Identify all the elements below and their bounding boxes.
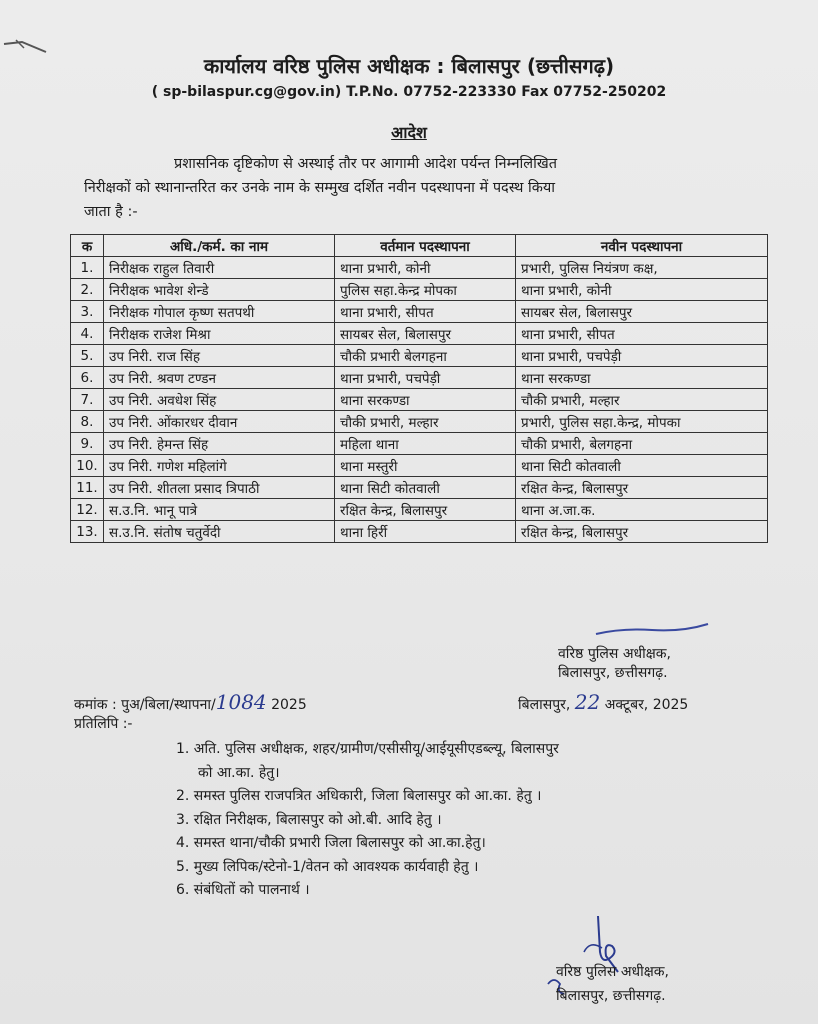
table-row <box>71 499 768 521</box>
order-intro <box>84 152 760 224</box>
cell-serial: 7. <box>71 389 104 411</box>
table-row <box>71 323 768 345</box>
cell-current-posting: सायबर सेल, बिलासपुर <box>335 323 516 345</box>
cell-current-posting: थाना प्रभारी, कोनी <box>335 257 516 279</box>
list-item-continuation: को आ.का. हेतु। <box>198 764 280 781</box>
signatory-place: बिलासपुर, छत्तीसगढ़. <box>556 988 666 1004</box>
transfer-table <box>70 234 768 543</box>
cell-name: निरीक्षक गोपाल कृष्ण सतपथी <box>104 301 335 323</box>
list-item: 2. समस्त पुलिस राजपत्रित अधिकारी, जिला बिलासपुर को आ.का. हेतु । <box>176 788 542 804</box>
cell-serial: 12. <box>71 499 104 521</box>
intro-line: प्रशासनिक दृष्टिकोण से अस्थाई तौर पर आगामी आदेश पर्यन्त निम्नलिखित <box>174 156 557 172</box>
cell-name: उप निरी. अवधेश सिंह <box>104 389 335 411</box>
col-header-current: वर्तमान पदस्थापना <box>335 235 516 257</box>
cell-current-posting: थाना सिटी कोतवाली <box>335 477 516 499</box>
table-row <box>71 521 768 543</box>
table-row <box>71 411 768 433</box>
cell-serial: 3. <box>71 301 104 323</box>
cell-new-posting: चौकी प्रभारी, बेलगहना <box>516 433 768 455</box>
date-month-year: अक्टूबर, 2025 <box>604 697 689 713</box>
cell-current-posting: चौकी प्रभारी, मल्हार <box>335 411 516 433</box>
cell-new-posting: थाना प्रभारी, पचपेड़ी <box>516 345 768 367</box>
cell-new-posting: रक्षित केन्द्र, बिलासपुर <box>516 477 768 499</box>
signatory-designation: वरिष्ठ पुलिस अधीक्षक, <box>556 964 669 980</box>
copies-list <box>176 738 559 903</box>
cell-new-posting: थाना अ.जा.क. <box>516 499 768 521</box>
cell-name: उप निरी. श्रवण टण्डन <box>104 367 335 389</box>
cell-new-posting: थाना सरकण्डा <box>516 367 768 389</box>
cell-current-posting: थाना मस्तुरी <box>335 455 516 477</box>
cell-new-posting: सायबर सेल, बिलासपुर <box>516 301 768 323</box>
cell-current-posting: महिला थाना <box>335 433 516 455</box>
table-row <box>71 279 768 301</box>
cell-serial: 8. <box>71 411 104 433</box>
table-body <box>71 257 768 543</box>
cell-serial: 1. <box>71 257 104 279</box>
cell-new-posting: प्रभारी, पुलिस सहा.केन्द्र, मोपका <box>516 411 768 433</box>
cell-serial: 6. <box>71 367 104 389</box>
cell-new-posting: थाना सिटी कोतवाली <box>516 455 768 477</box>
cell-current-posting: चौकी प्रभारी बेलगहना <box>335 345 516 367</box>
intro-line: जाता है :- <box>84 204 138 220</box>
order-number-prefix: कमांक : पुअ/बिला/स्थापना/ <box>74 697 216 713</box>
table-row <box>71 477 768 499</box>
cell-current-posting: थाना प्रभारी, सीपत <box>335 301 516 323</box>
date-place: बिलासपुर, <box>518 697 571 713</box>
order-number <box>74 690 307 714</box>
cell-name: निरीक्षक राजेश मिश्रा <box>104 323 335 345</box>
cell-name: उप निरी. गणेश महिलांगे <box>104 455 335 477</box>
cell-new-posting: थाना प्रभारी, कोनी <box>516 279 768 301</box>
list-item: 6. संबंधितों को पालनार्थ । <box>176 882 310 898</box>
table-row <box>71 257 768 279</box>
signatory-place: बिलासपुर, छत्तीसगढ़. <box>558 665 668 681</box>
col-header-serial: क <box>71 235 104 257</box>
cell-name: उप निरी. हेमन्त सिंह <box>104 433 335 455</box>
cell-new-posting: चौकी प्रभारी, मल्हार <box>516 389 768 411</box>
table-row <box>71 301 768 323</box>
cell-name: उप निरी. राज सिंह <box>104 345 335 367</box>
signature-scribble-icon <box>592 620 712 642</box>
office-contact: ( sp-bilaspur.cg@gov.in) T.P.No. 07752-223330 Fax 07752-250202 <box>151 84 667 100</box>
copies-label: प्रतिलिपि :- <box>74 716 133 732</box>
intro-line: निरीक्षकों को स्थानान्तरित कर उनके नाम के सम्मुख दर्शित नवीन पदस्थापना में पदस्थ किया <box>84 180 556 196</box>
cell-new-posting: रक्षित केन्द्र, बिलासपुर <box>516 521 768 543</box>
cell-current-posting: पुलिस सहा.केन्द्र मोपका <box>335 279 516 301</box>
table-header-row <box>71 235 768 257</box>
cell-serial: 2. <box>71 279 104 301</box>
cell-serial: 4. <box>71 323 104 345</box>
order-date <box>518 690 688 714</box>
cell-current-posting: थाना प्रभारी, पचपेड़ी <box>335 367 516 389</box>
list-item: 5. मुख्य लिपिक/स्टेनो-1/वेतन को आवश्यक कार्यवाही हेतु । <box>176 858 479 875</box>
cell-serial: 10. <box>71 455 104 477</box>
date-day-handwritten: 22 <box>574 690 601 714</box>
order-number-year: 2025 <box>271 697 307 713</box>
list-item: 4. समस्त थाना/चौकी प्रभारी जिला बिलासपुर को आ.का.हेतु। <box>176 835 486 851</box>
col-header-new: नवीन पदस्थापना <box>516 235 768 257</box>
cell-current-posting: थाना सरकण्डा <box>335 389 516 411</box>
col-header-name: अधि./कर्म. का नाम <box>104 235 335 257</box>
table-row <box>71 433 768 455</box>
cell-name: निरीक्षक भावेश शेन्डे <box>104 279 335 301</box>
signatory-block-2 <box>556 960 669 1008</box>
office-title: कार्यालय वरिष्ठ पुलिस अधीक्षक : बिलासपुर (छत्तीसगढ़) <box>203 54 615 78</box>
cell-name: स.उ.नि. भानू पात्रे <box>104 499 335 521</box>
cell-name: स.उ.नि. संतोष चतुर्वेदी <box>104 521 335 543</box>
order-heading: आदेश <box>391 123 427 142</box>
list-item: 1. अति. पुलिस अधीक्षक, शहर/ग्रामीण/एसीसीयू/आईयूसीएडब्ल्यू, बिलासपुर <box>176 741 559 757</box>
cell-current-posting: थाना हिर्री <box>335 521 516 543</box>
cell-name: उप निरी. शीतला प्रसाद त्रिपाठी <box>104 477 335 499</box>
cell-serial: 9. <box>71 433 104 455</box>
cell-name: उप निरी. ओंकारधर दीवान <box>104 411 335 433</box>
cell-name: निरीक्षक राहुल तिवारी <box>104 257 335 279</box>
cell-new-posting: थाना प्रभारी, सीपत <box>516 323 768 345</box>
cell-serial: 11. <box>71 477 104 499</box>
list-item: 3. रक्षित निरीक्षक, बिलासपुर को ओ.बी. आदि हेतु । <box>176 811 442 828</box>
table-row <box>71 455 768 477</box>
table-row <box>71 367 768 389</box>
order-number-handwritten: 1084 <box>215 690 267 714</box>
signatory-designation: वरिष्ठ पुलिस अधीक्षक, <box>558 646 671 662</box>
cell-current-posting: रक्षित केन्द्र, बिलासपुर <box>335 499 516 521</box>
signatory-block-1 <box>558 645 671 683</box>
table-row <box>71 345 768 367</box>
cell-serial: 13. <box>71 521 104 543</box>
table-row <box>71 389 768 411</box>
cell-serial: 5. <box>71 345 104 367</box>
cell-new-posting: प्रभारी, पुलिस नियंत्रण कक्ष, <box>516 257 768 279</box>
